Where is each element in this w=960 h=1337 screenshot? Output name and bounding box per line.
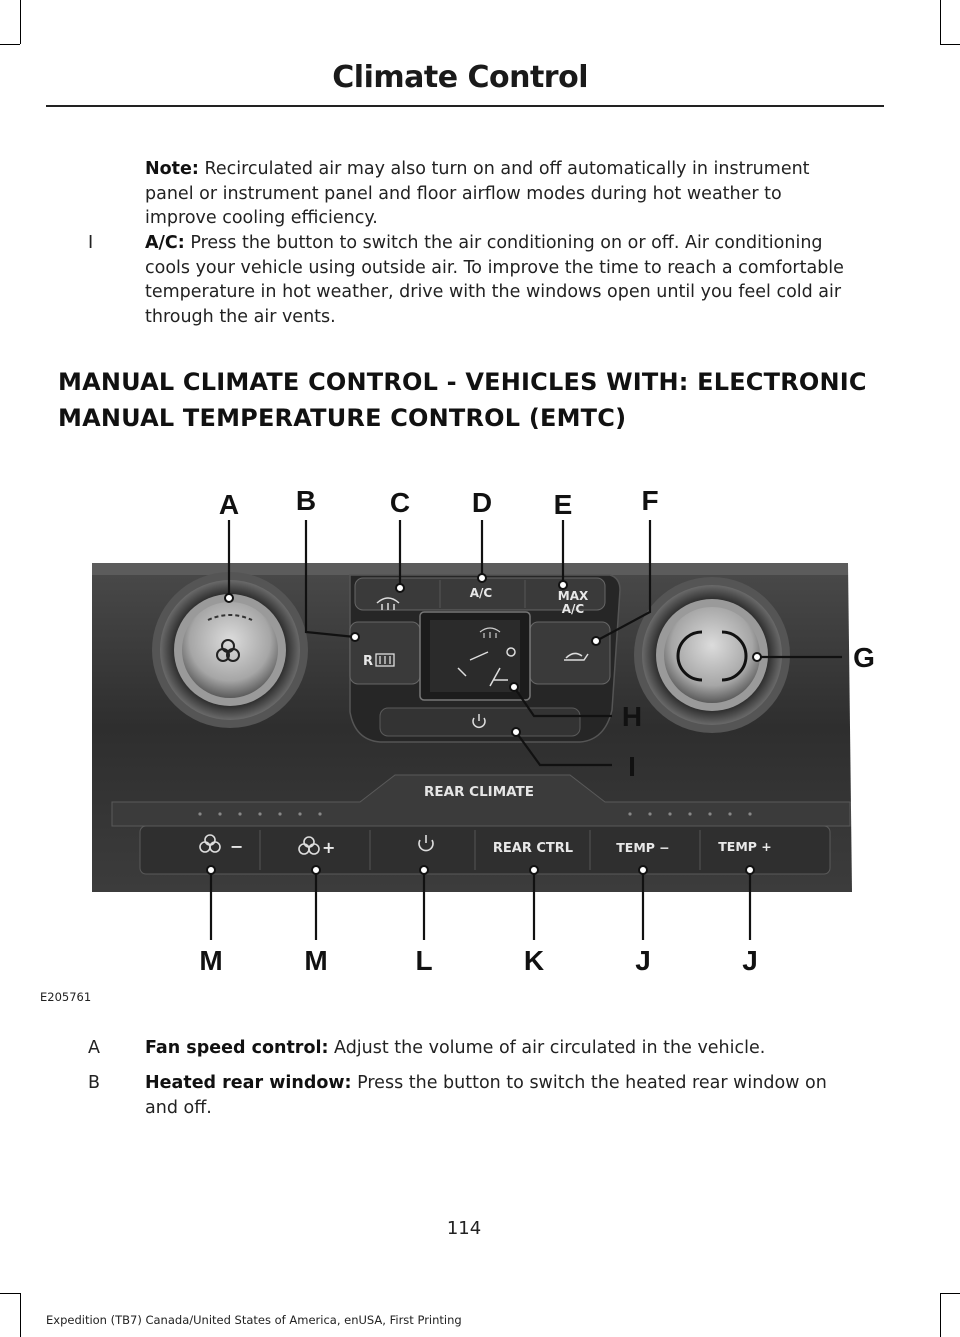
crop-mark: [940, 44, 960, 45]
note-label: Note:: [145, 159, 199, 179]
crop-mark: [940, 0, 941, 44]
crop-mark: [20, 0, 21, 44]
callout-g: G: [853, 642, 875, 673]
ac-label: A/C:: [145, 233, 185, 253]
header-rule: [46, 105, 884, 107]
crop-mark: [940, 1293, 941, 1337]
callout-m: M: [199, 945, 223, 976]
callout-l: L: [415, 945, 433, 976]
callout-i: I: [628, 751, 636, 782]
legend-text: Adjust the volume of air circulated in the vehicle.: [328, 1038, 766, 1058]
note-paragraph: [145, 157, 850, 231]
max-ac-panel-label: A/C: [561, 602, 585, 616]
legend-label: Heated rear window:: [145, 1073, 352, 1093]
figure-code: E205761: [40, 990, 92, 1004]
rear-climate-label: REAR CLIMATE: [424, 784, 534, 800]
note-text: Recirculated air may also turn on and off automatically in instrument panel or instrument panel and floor airflow modes during hot weather to improve cooling efficiency.: [145, 159, 810, 228]
temperature-knob: [634, 577, 790, 733]
footer-text: Expedition (TB7) Canada/United States of America, enUSA, First Printing: [46, 1313, 462, 1327]
rear-ctrl-label: REAR CTRL: [492, 841, 574, 856]
callout-j: J: [742, 945, 758, 976]
legend-text: Press the button to switch the heated rear window on and off.: [145, 1073, 827, 1118]
callout-e: E: [553, 489, 573, 520]
page-number: 114: [446, 1218, 482, 1239]
crop-mark: [20, 1293, 21, 1337]
crop-mark: [0, 1293, 20, 1294]
callout-j: J: [635, 945, 651, 976]
temp-plus-label: TEMP +: [718, 839, 772, 854]
item-letter: B: [88, 1073, 101, 1093]
page-title: Climate Control: [332, 60, 588, 95]
callout-c: C: [389, 487, 411, 518]
item-letter: I: [88, 233, 94, 253]
max-panel-label: MAX: [557, 589, 589, 603]
section-heading: MANUAL CLIMATE CONTROL - VEHICLES WITH: ELECTRONIC MANUAL TEMPERATURE CONTROL (EMTC): [58, 368, 867, 432]
callout-b: B: [295, 485, 317, 516]
callout-d: D: [471, 487, 493, 518]
callout-f: F: [641, 485, 659, 516]
ac-text: Press the button to switch the air conditioning on or off. Air conditioning cools your vehicle using outside air. To improve the time to reach a comfortable temperature in hot weather, drive with the windows open until you feel cold air through the air vents.: [145, 233, 844, 327]
crop-mark: [0, 44, 20, 45]
callout-m: M: [304, 945, 328, 976]
fan-plus-label: +: [322, 838, 336, 857]
temp-minus-label: TEMP −: [616, 840, 670, 855]
legend-label: Fan speed control:: [145, 1038, 329, 1058]
legend-item: [145, 1036, 850, 1061]
fan-minus-label: −: [230, 837, 244, 856]
crop-mark: [940, 1293, 960, 1294]
callout-k: K: [523, 945, 545, 976]
item-letter: A: [88, 1038, 100, 1058]
climate-control-diagram: [0, 470, 960, 990]
callout-a: A: [218, 489, 240, 520]
ac-panel-label: A/C: [469, 586, 493, 600]
callout-h: H: [621, 701, 643, 732]
legend-item: [145, 1071, 850, 1120]
ac-paragraph: [145, 231, 850, 329]
recirc-r-label: R: [362, 654, 374, 669]
